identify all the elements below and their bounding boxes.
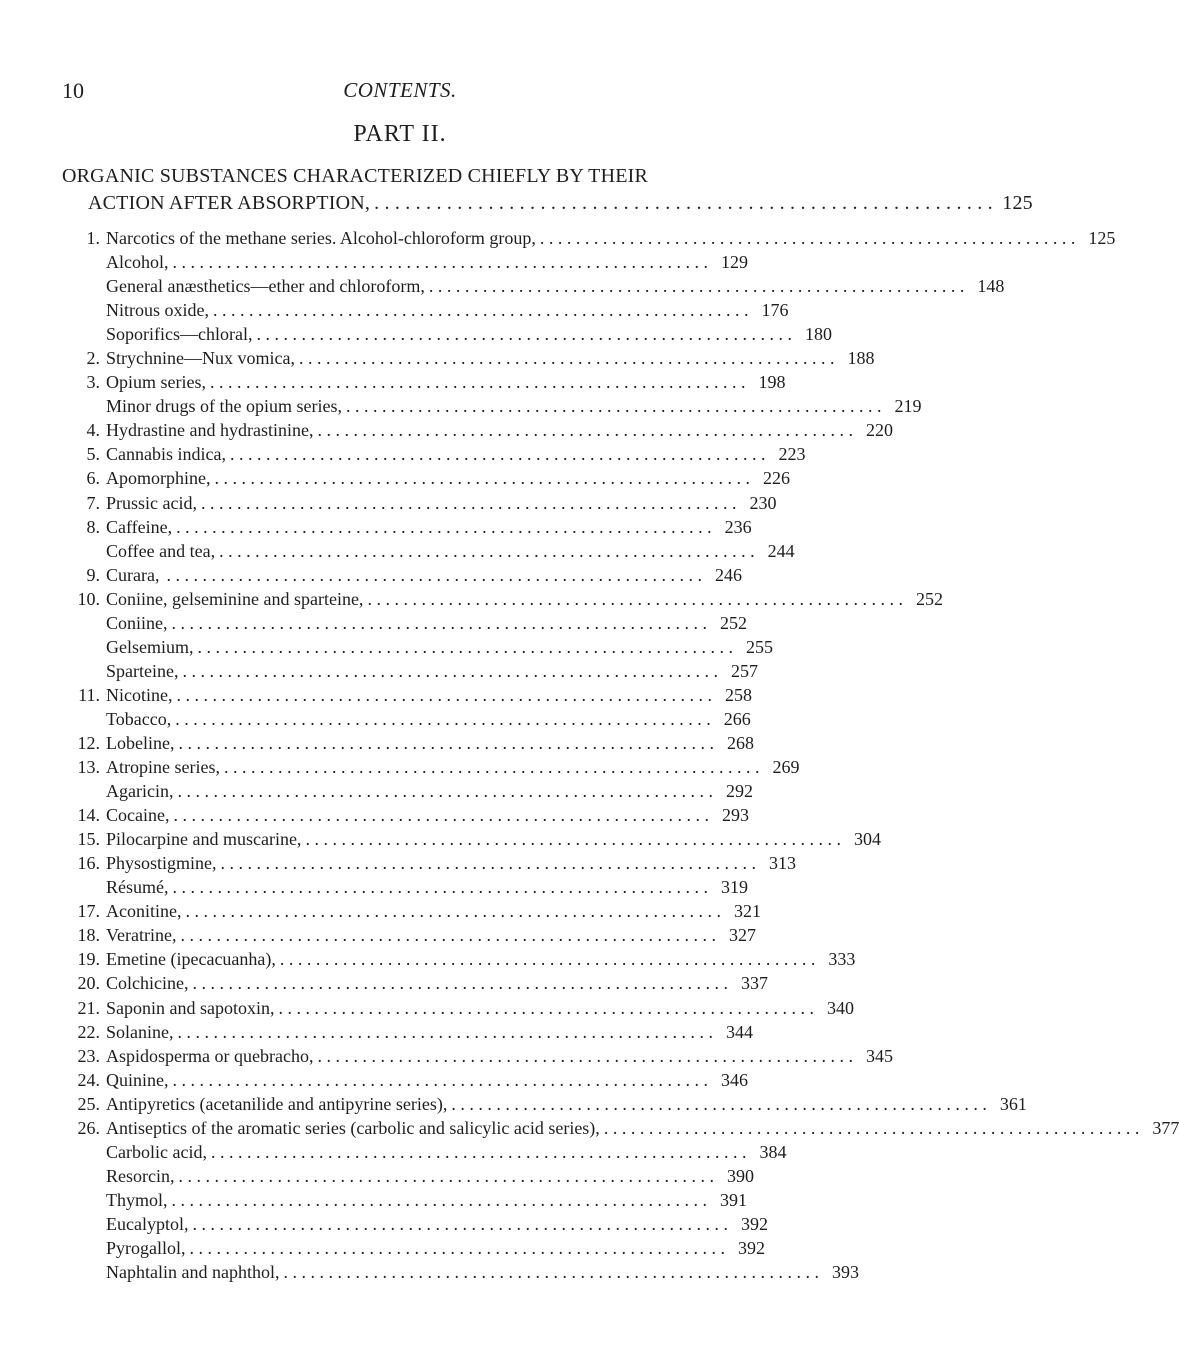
dot-leader: . . . . . . . . . . . . . . . . . . . . . . . . . . . . . . . . . . . . . . . . . . . . . . . . . . . . . . . . . . . . — [345, 396, 882, 417]
dot-leader: . . . . . . . . . . . . . . . . . . . . . . . . . . . . . . . . . . . . . . . . . . . . . . . . . . . . . . . . . . . . — [279, 949, 816, 970]
toc-entry — [62, 899, 761, 923]
entry-page-number: 246 — [715, 564, 742, 585]
entry-page-number: 392 — [738, 1237, 765, 1258]
entry-page-number: 255 — [746, 636, 773, 657]
entry-title: Coffee and tea, — [106, 540, 216, 561]
dot-leader: . . . . . . . . . . . . . . . . . . . . . . . . . . . . . . . . . . . . . . . . . . . . . . . . . . . . . . . . . . . . — [428, 276, 965, 297]
entry-title: Pilocarpine and muscarine, — [106, 829, 302, 850]
section-heading-line2 — [62, 190, 1033, 217]
entry-page-number: 340 — [827, 997, 854, 1018]
toc-entry — [62, 1164, 754, 1188]
dot-leader: . . . . . . . . . . . . . . . . . . . . . . . . . . . . . . . . . . . . . . . . . . . . . . . . . . . . . . . . . . . . — [177, 781, 713, 802]
dot-leader: . . . . . . . . . . . . . . . . . . . . . . . . . . . . . . . . . . . . . . . . . . . . . . . . . . . . . . . . . . . . — [171, 1189, 707, 1210]
entry-number: 4. — [86, 420, 100, 441]
dot-leader: . . . . . . . . . . . . . . . . . . . . . . . . . . . . . . . . . . . . . . . . . . . . . . . . . . . . . . . . . . . . — [539, 228, 1076, 248]
toc-entry — [62, 731, 754, 755]
dot-leader: . . . . . . . . . . . . . . . . . . . . . . . . . . . . . . . . . . . . . . . . . . . . . . . . . . . . . . . . . . . . — [182, 660, 718, 681]
entry-page-number: 268 — [726, 732, 754, 753]
entry-title: Aconitine, — [106, 901, 182, 922]
entry-title: Strychnine—Nux vomica, — [106, 348, 295, 369]
dot-leader: . . . . . . . . . . . . . . . . . . . . . . . . . . . . . . . . . . . . . . . . . . . . . . . . . . . . . . . . . . . . — [229, 444, 766, 465]
dot-leader: . . . . . . . . . . . . . . . . . . . . . . . . . . . . . . . . . . . . . . . . . . . . . . . . . . . . . . . . . . . . — [256, 324, 792, 345]
entry-page-number: 129 — [721, 252, 748, 273]
toc-entry — [62, 442, 806, 466]
dot-leader: . . . . . . . . . . . . . . . . . . . . . . . . . . . . . . . . . . . . . . . . . . . . . . . . . . . . . . . . . . . . — [374, 192, 993, 214]
entry-title: Alcohol, — [106, 252, 169, 273]
entry-page-number: 337 — [740, 973, 768, 994]
entry-number: 5. — [86, 444, 100, 465]
entry-page-number: 346 — [721, 1069, 748, 1090]
entry-title: Antiseptics of the aromatic series (carbolic and salicylic acid series), — [106, 1117, 600, 1138]
toc-entry — [62, 611, 747, 635]
toc-entry — [62, 563, 742, 587]
entry-page-number: 344 — [726, 1021, 753, 1042]
dot-leader: . . . . . . . . . . . . . . . . . . . . . . . . . . . . . . . . . . . . . . . . . . . . . . . . . . . . . . . . . . . . — [166, 564, 702, 585]
entry-title: Agaricin, — [106, 781, 174, 802]
toc-entry — [62, 466, 790, 490]
entry-title: Prussic acid, — [106, 492, 197, 513]
entry-page-number: 176 — [761, 300, 789, 321]
toc-entry — [62, 491, 777, 515]
entry-title: Veratrine, — [106, 925, 177, 946]
entry-title: Nitrous oxide, — [106, 300, 209, 321]
entry-page-number: 220 — [865, 420, 893, 441]
entry-title: Atropine series, — [106, 757, 220, 778]
dot-leader: . . . . . . . . . . . . . . . . . . . . . . . . . . . . . . . . . . . . . . . . . . . . . . . . . . . . . . . . . . . . — [176, 684, 712, 705]
entry-page-number: 392 — [740, 1213, 768, 1234]
entry-page-number: 257 — [730, 660, 758, 681]
section-heading-text: ACTION AFTER ABSORPTION, — [88, 192, 371, 214]
entry-title: Eucalyptol, — [106, 1213, 189, 1234]
toc-entry — [62, 996, 854, 1020]
entry-title: Lobeline, — [106, 732, 175, 753]
toc-entry — [62, 298, 789, 322]
dot-leader: . . . . . . . . . . . . . . . . . . . . . . . . . . . . . . . . . . . . . . . . . . . . . . . . . . . . . . . . . . . . — [171, 612, 707, 633]
entry-page-number: 321 — [733, 901, 761, 922]
entry-title: Emetine (ipecacuanha), — [106, 949, 276, 970]
entry-page-number: 269 — [772, 757, 800, 778]
entry-page-number: 266 — [723, 708, 751, 729]
entry-page-number: 361 — [999, 1093, 1027, 1114]
dot-leader: . . . . . . . . . . . . . . . . . . . . . . . . . . . . . . . . . . . . . . . . . . . . . . . . . . . . . . . . . . . . — [197, 636, 733, 657]
dot-leader: . . . . . . . . . . . . . . . . . . . . . . . . . . . . . . . . . . . . . . . . . . . . . . . . . . . . . . . . . . . . — [177, 1021, 713, 1042]
page-number: 10 — [62, 78, 84, 103]
dot-leader: . . . . . . . . . . . . . . . . . . . . . . . . . . . . . . . . . . . . . . . . . . . . . . . . . . . . . . . . . . . . — [214, 468, 750, 489]
entry-title: Gelsemium, — [106, 636, 194, 657]
dot-leader: . . . . . . . . . . . . . . . . . . . . . . . . . . . . . . . . . . . . . . . . . . . . . . . . . . . . . . . . . . . . — [298, 348, 835, 369]
entry-title: General anæsthetics—ether and chloroform, — [106, 276, 425, 297]
section-page-number: 125 — [1002, 192, 1033, 214]
dot-leader: . . . . . . . . . . . . . . . . . . . . . . . . . . . . . . . . . . . . . . . . . . . . . . . . . . . . . . . . . . . . — [175, 708, 711, 729]
entry-page-number: 219 — [894, 396, 922, 417]
entry-title: Nicotine, — [106, 684, 173, 705]
entry-page-number: 390 — [726, 1165, 754, 1186]
entry-title: Caffeine, — [106, 516, 173, 537]
entry-title: Cocaine, — [106, 805, 170, 826]
toc-entry — [62, 851, 797, 875]
toc-entry — [62, 1116, 1179, 1140]
dot-leader: . . . . . . . . . . . . . . . . . . . . . . . . . . . . . . . . . . . . . . . . . . . . . . . . . . . . . . . . . . . . — [210, 1141, 747, 1162]
toc-entry — [62, 274, 1005, 298]
toc-entry — [62, 1188, 747, 1212]
dot-leader: . . . . . . . . . . . . . . . . . . . . . . . . . . . . . . . . . . . . . . . . . . . . . . . . . . . . . . . . . . . . — [223, 757, 760, 778]
dot-leader: . . . . . . . . . . . . . . . . . . . . . . . . . . . . . . . . . . . . . . . . . . . . . . . . . . . . . . . . . . . . — [200, 492, 737, 513]
entry-page-number: 252 — [915, 588, 943, 609]
dot-leader: . . . . . . . . . . . . . . . . . . . . . . . . . . . . . . . . . . . . . . . . . . . . . . . . . . . . . . . . . . . . — [178, 732, 714, 753]
toc-entry — [62, 803, 749, 827]
entry-number: 8. — [86, 516, 100, 537]
dot-leader: . . . . . . . . . . . . . . . . . . . . . . . . . . . . . . . . . . . . . . . . . . . . . . . . . . . . . . . . . . . . — [219, 540, 755, 561]
dot-leader: . . . . . . . . . . . . . . . . . . . . . . . . . . . . . . . . . . . . . . . . . . . . . . . . . . . . . . . . . . . . — [283, 1262, 819, 1283]
dot-leader: . . . . . . . . . . . . . . . . . . . . . . . . . . . . . . . . . . . . . . . . . . . . . . . . . . . . . . . . . . . . — [367, 588, 903, 609]
toc-entry — [62, 418, 893, 442]
toc-entry — [62, 1140, 787, 1164]
toc-entry — [62, 539, 795, 563]
entry-title: Thymol, — [106, 1189, 168, 1210]
dot-leader: . . . . . . . . . . . . . . . . . . . . . . . . . . . . . . . . . . . . . . . . . . . . . . . . . . . . . . . . . . . . — [172, 1069, 708, 1090]
entry-page-number: 226 — [762, 468, 790, 489]
dot-leader: . . . . . . . . . . . . . . . . . . . . . . . . . . . . . . . . . . . . . . . . . . . . . . . . . . . . . . . . . . . . — [189, 1237, 725, 1258]
entry-page-number: 244 — [767, 540, 795, 561]
entry-title: Opium series, — [106, 372, 206, 393]
contents-list — [62, 226, 1179, 1284]
entry-page-number: 180 — [804, 324, 832, 345]
dot-leader: . . . . . . . . . . . . . . . . . . . . . . . . . . . . . . . . . . . . . . . . . . . . . . . . . . . . . . . . . . . . — [172, 252, 708, 273]
entry-page-number: 148 — [977, 276, 1005, 297]
entry-title: Curara, — [106, 564, 160, 585]
toc-entry — [62, 875, 748, 899]
entry-title: Narcotics of the methane series. Alcohol-chloroform group, — [106, 228, 536, 248]
toc-entry — [62, 370, 786, 394]
entry-number: 23. — [77, 1045, 100, 1066]
toc-entry — [62, 707, 751, 731]
entry-page-number: 319 — [721, 877, 748, 898]
entry-page-number: 345 — [865, 1045, 893, 1066]
toc-entry — [62, 923, 756, 947]
toc-entry — [62, 250, 748, 274]
entry-title: Colchicine, — [106, 973, 189, 994]
toc-entry — [62, 1236, 765, 1260]
entry-number: 2. — [86, 348, 100, 369]
dot-leader: . . . . . . . . . . . . . . . . . . . . . . . . . . . . . . . . . . . . . . . . . . . . . . . . . . . . . . . . . . . . — [209, 372, 746, 393]
dot-leader: . . . . . . . . . . . . . . . . . . . . . . . . . . . . . . . . . . . . . . . . . . . . . . . . . . . . . . . . . . . . — [220, 853, 757, 874]
entry-title: Naphtalin and naphthol, — [106, 1262, 280, 1283]
entry-number: 26. — [77, 1117, 100, 1138]
entry-number: 20. — [77, 973, 100, 994]
entry-number: 13. — [77, 757, 100, 778]
entry-number: 6. — [86, 468, 100, 489]
dot-leader: . . . . . . . . . . . . . . . . . . . . . . . . . . . . . . . . . . . . . . . . . . . . . . . . . . . . . . . . . . . . — [192, 1213, 728, 1234]
toc-entry — [62, 1260, 859, 1284]
dot-leader: . . . . . . . . . . . . . . . . . . . . . . . . . . . . . . . . . . . . . . . . . . . . . . . . . . . . . . . . . . . . — [317, 1045, 853, 1066]
toc-entry — [62, 1044, 893, 1068]
entry-number: 21. — [77, 997, 100, 1018]
entry-page-number: 393 — [831, 1262, 859, 1283]
entry-page-number: 377 — [1152, 1117, 1179, 1138]
page-header — [62, 78, 738, 108]
dot-leader: . . . . . . . . . . . . . . . . . . . . . . . . . . . . . . . . . . . . . . . . . . . . . . . . . . . . . . . . . . . . — [176, 516, 712, 537]
toc-entry — [62, 635, 773, 659]
entry-page-number: 125 — [1088, 228, 1116, 248]
entry-title: Quinine, — [106, 1069, 169, 1090]
entry-number: 16. — [77, 853, 100, 874]
part-title: PART II. — [353, 121, 447, 147]
dot-leader: . . . . . . . . . . . . . . . . . . . . . . . . . . . . . . . . . . . . . . . . . . . . . . . . . . . . . . . . . . . . — [451, 1093, 987, 1114]
entry-title: Solanine, — [106, 1021, 174, 1042]
entry-title: Coniine, — [106, 612, 168, 633]
entry-title: Tobacco, — [106, 708, 172, 729]
toc-entry — [62, 587, 943, 611]
dot-leader: . . . . . . . . . . . . . . . . . . . . . . . . . . . . . . . . . . . . . . . . . . . . . . . . . . . . . . . . . . . . — [317, 420, 853, 441]
entry-page-number: 304 — [853, 829, 881, 850]
dot-leader: . . . . . . . . . . . . . . . . . . . . . . . . . . . . . . . . . . . . . . . . . . . . . . . . . . . . . . . . . . . . — [180, 925, 716, 946]
entry-number: 25. — [77, 1093, 100, 1114]
entry-page-number: 230 — [749, 492, 777, 513]
entry-page-number: 223 — [778, 444, 806, 465]
entry-page-number: 384 — [759, 1141, 787, 1162]
entry-page-number: 188 — [847, 348, 875, 369]
entry-title: Soporifics—chloral, — [106, 324, 253, 345]
entry-title: Physostigmine, — [106, 853, 217, 874]
entry-page-number: 198 — [758, 372, 786, 393]
entry-number: 9. — [86, 564, 100, 585]
entry-title: Résumé, — [106, 877, 169, 898]
entry-page-number: 391 — [720, 1189, 747, 1210]
entry-number: 18. — [77, 925, 100, 946]
entry-title: Carbolic acid, — [106, 1141, 207, 1162]
dot-leader: . . . . . . . . . . . . . . . . . . . . . . . . . . . . . . . . . . . . . . . . . . . . . . . . . . . . . . . . . . . . — [278, 997, 814, 1018]
entry-number: 24. — [77, 1069, 100, 1090]
toc-entry — [62, 515, 752, 539]
entry-title: Minor drugs of the opium series, — [106, 396, 342, 417]
entry-title: Sparteine, — [106, 660, 179, 681]
entry-title: Apomorphine, — [106, 468, 211, 489]
toc-entry — [62, 779, 753, 803]
entry-number: 17. — [77, 901, 100, 922]
toc-entry — [62, 971, 768, 995]
entry-page-number: 293 — [721, 805, 749, 826]
toc-entry — [62, 1020, 753, 1044]
entry-number: 7. — [86, 492, 100, 513]
entry-title: Resorcin, — [106, 1165, 175, 1186]
entry-number: 15. — [77, 829, 100, 850]
dot-leader: . . . . . . . . . . . . . . . . . . . . . . . . . . . . . . . . . . . . . . . . . . . . . . . . . . . . . . . . . . . . — [305, 829, 841, 850]
entry-page-number: 292 — [725, 781, 753, 802]
entry-page-number: 252 — [720, 612, 747, 633]
entry-title: Pyrogallol, — [106, 1237, 186, 1258]
entry-number: 22. — [77, 1021, 100, 1042]
entry-title: Coniine, gelseminine and sparteine, — [106, 588, 364, 609]
entry-page-number: 327 — [728, 925, 756, 946]
dot-leader: . . . . . . . . . . . . . . . . . . . . . . . . . . . . . . . . . . . . . . . . . . . . . . . . . . . . . . . . . . . . — [213, 300, 749, 321]
entry-title: Hydrastine and hydrastinine, — [106, 420, 314, 441]
entry-number: 3. — [86, 372, 100, 393]
running-title: CONTENTS. — [343, 78, 457, 102]
entry-number: 10. — [77, 588, 100, 609]
toc-entry — [62, 755, 800, 779]
toc-entry — [62, 346, 875, 370]
entry-title: Aspidosperma or quebracho, — [106, 1045, 314, 1066]
dot-leader: . . . . . . . . . . . . . . . . . . . . . . . . . . . . . . . . . . . . . . . . . . . . . . . . . . . . . . . . . . . . — [603, 1117, 1140, 1138]
toc-entry — [62, 1212, 768, 1236]
dot-leader: . . . . . . . . . . . . . . . . . . . . . . . . . . . . . . . . . . . . . . . . . . . . . . . . . . . . . . . . . . . . — [173, 805, 709, 826]
entry-title: Cannabis indica, — [106, 444, 226, 465]
toc-entry — [62, 683, 752, 707]
toc-entry — [62, 947, 856, 971]
entry-page-number: 258 — [724, 684, 752, 705]
entry-number: 14. — [77, 805, 100, 826]
entry-page-number: 333 — [828, 949, 856, 970]
dot-leader: . . . . . . . . . . . . . . . . . . . . . . . . . . . . . . . . . . . . . . . . . . . . . . . . . . . . . . . . . . . . — [192, 973, 728, 994]
entry-number: 12. — [77, 732, 100, 753]
toc-entry — [62, 659, 758, 683]
toc-entry — [62, 827, 881, 851]
dot-leader: . . . . . . . . . . . . . . . . . . . . . . . . . . . . . . . . . . . . . . . . . . . . . . . . . . . . . . . . . . . . — [178, 1165, 714, 1186]
toc-entry — [62, 1068, 748, 1092]
toc-entry — [62, 322, 832, 346]
entry-number: 19. — [77, 949, 100, 970]
entry-title: Antipyretics (acetanilide and antipyrine series), — [106, 1093, 448, 1114]
dot-leader: . . . . . . . . . . . . . . . . . . . . . . . . . . . . . . . . . . . . . . . . . . . . . . . . . . . . . . . . . . . . — [185, 901, 721, 922]
section-heading — [62, 163, 1033, 217]
entry-title: Saponin and sapotoxin, — [106, 997, 275, 1018]
entry-page-number: 236 — [724, 516, 752, 537]
toc-entry — [62, 226, 1116, 250]
entry-page-number: 313 — [769, 853, 797, 874]
entry-number: 11. — [78, 684, 100, 705]
section-heading-line1: ORGANIC SUBSTANCES CHARACTERIZED CHIEFLY BY THEIR — [62, 165, 649, 187]
toc-entry — [62, 394, 922, 418]
toc-entry — [62, 1092, 1027, 1116]
dot-leader: . . . . . . . . . . . . . . . . . . . . . . . . . . . . . . . . . . . . . . . . . . . . . . . . . . . . . . . . . . . . — [172, 877, 708, 898]
entry-number: 1. — [86, 228, 100, 248]
